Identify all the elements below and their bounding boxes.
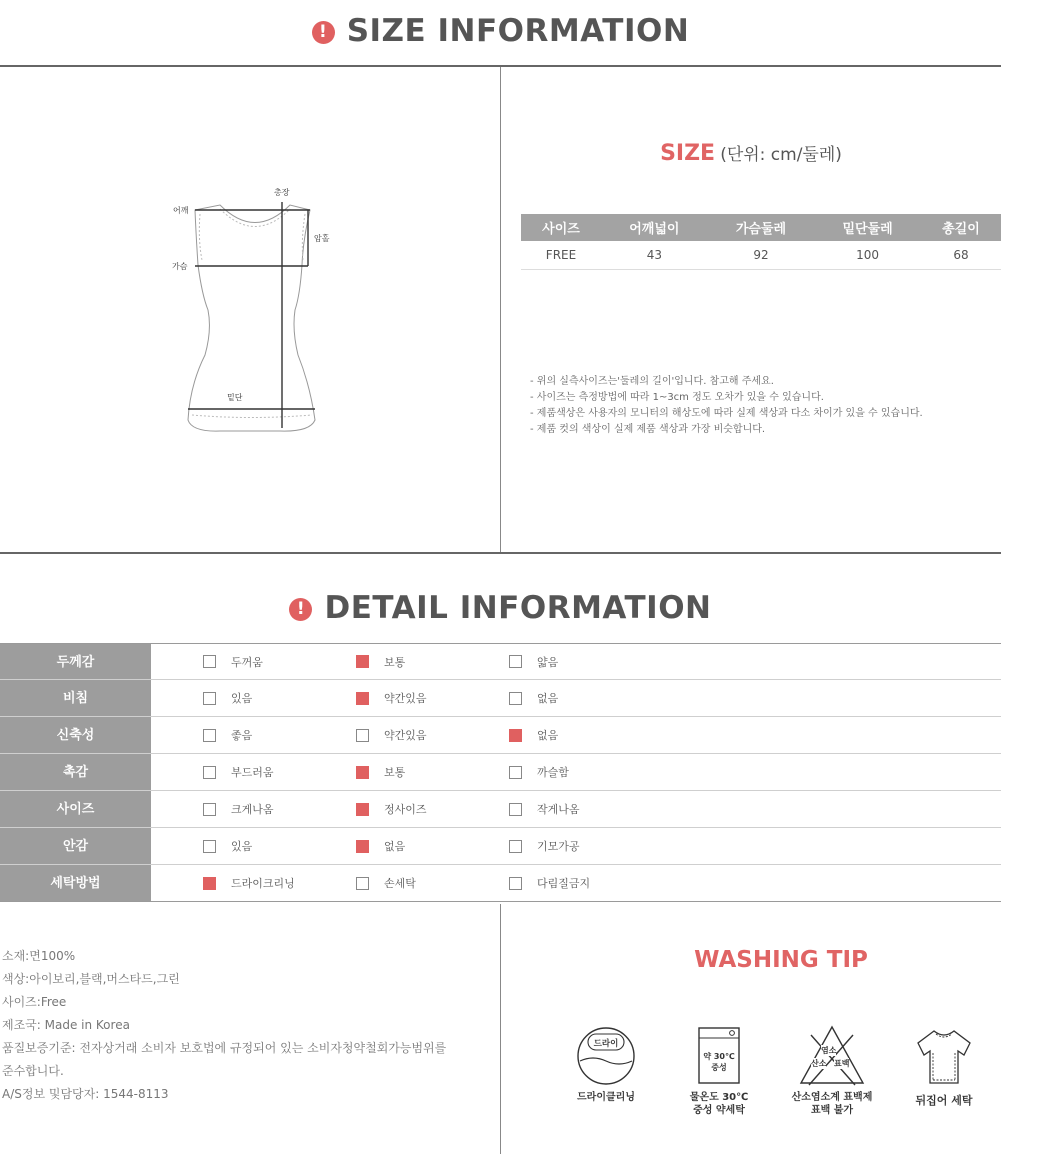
checkbox[interactable] (203, 692, 216, 705)
option-label: 얇음 (537, 655, 559, 669)
detail-option[interactable] (203, 680, 252, 716)
washing-tip-title: WASHING TIP (694, 947, 868, 973)
checkbox[interactable] (509, 877, 522, 890)
detail-option[interactable] (509, 828, 580, 864)
detail-table (0, 643, 1001, 902)
checkbox[interactable] (509, 655, 522, 668)
detail-option[interactable] (356, 644, 405, 679)
checkbox[interactable] (509, 840, 522, 853)
wash-item: 염소 산소 표백 산소염소계 표백제 표백 불가 (777, 1025, 887, 1117)
detail-row (0, 865, 1001, 902)
detail-option[interactable] (509, 791, 580, 827)
detail-row (0, 680, 1001, 717)
detail-row (0, 828, 1001, 865)
size-table (521, 214, 1001, 270)
option-label: 두꺼움 (231, 655, 263, 669)
option-label: 있음 (231, 692, 253, 705)
option-label: 없음 (537, 729, 559, 742)
detail-option[interactable] (356, 680, 427, 716)
checkbox-checked[interactable] (203, 877, 216, 890)
detail-row-label: 사이즈 (0, 791, 151, 827)
table-cell: 92 (708, 241, 815, 269)
alert-icon: ! (312, 21, 335, 44)
divider (0, 552, 1001, 554)
detail-row (0, 791, 1001, 828)
detail-option[interactable] (356, 791, 427, 827)
detail-option[interactable] (356, 828, 405, 864)
note-line: - 사이즈는 측정방법에 따라 1~3cm 정도 오차가 있을 수 있습니다. (530, 392, 824, 403)
detail-option[interactable] (509, 865, 590, 901)
option-label: 약간있음 (384, 729, 427, 742)
checkbox-checked[interactable] (356, 803, 369, 816)
option-label: 약간있음 (384, 692, 427, 705)
table-header: 가슴둘레 (708, 214, 815, 241)
detail-row (0, 717, 1001, 754)
table-row (521, 241, 1001, 269)
detail-row-label: 세탁방법 (0, 865, 151, 901)
checkbox[interactable] (203, 655, 216, 668)
dry-clean-icon (574, 1025, 638, 1087)
info-line: A/S정보 및담당자: 1544-8113 (2, 1087, 169, 1101)
table-cell: 43 (601, 241, 708, 269)
table-header-row (521, 214, 1001, 241)
detail-option[interactable] (509, 754, 569, 790)
info-line: 색상:아이보리,블랙,머스타드,그린 (2, 972, 180, 986)
size-notes (530, 374, 923, 438)
info-line: 품질보증기준: 전자상거래 소비자 보호법에 규정되어 있는 소비자청약철회가능범위를 (2, 1041, 447, 1055)
table-header: 어깨넓이 (601, 214, 708, 241)
option-label: 크게나옴 (231, 803, 274, 816)
divider (500, 904, 501, 1154)
table-cell: FREE (521, 241, 601, 269)
wash-item: 드라이 드라이클리닝 (551, 1025, 661, 1104)
option-label: 없음 (537, 692, 559, 705)
wash-item: 뒤집어 세탁 (889, 1025, 999, 1107)
option-label: 좋음 (231, 729, 253, 742)
note-line: - 제품 컷의 색상이 실제 제품 색상과 가장 비슷합니다. (530, 424, 766, 435)
checkbox[interactable] (356, 877, 369, 890)
label-armhole: 암홀 (314, 234, 330, 243)
detail-option[interactable] (509, 680, 558, 716)
checkbox[interactable] (203, 803, 216, 816)
size-chart-heading: SIZE (단위: cm/둘레) (660, 141, 842, 166)
product-info (2, 945, 497, 1106)
garment-diagram (160, 180, 360, 440)
detail-row-label: 신축성 (0, 717, 151, 753)
detail-option[interactable] (203, 644, 263, 679)
checkbox[interactable] (203, 766, 216, 779)
detail-option[interactable] (356, 754, 405, 790)
option-label: 기모가공 (537, 840, 580, 853)
table-header: 총길이 (921, 214, 1001, 241)
option-label: 정사이즈 (384, 803, 427, 816)
detail-option[interactable] (509, 644, 558, 679)
table-cell: 100 (814, 241, 921, 269)
option-label: 없음 (384, 840, 406, 853)
table-cell: 68 (921, 241, 1001, 269)
info-line: 사이즈:Free (2, 995, 67, 1009)
info-line: 제조국: Made in Korea (2, 1018, 130, 1032)
checkbox-checked[interactable] (356, 840, 369, 853)
label-shoulder: 어깨 (173, 206, 189, 215)
note-line: - 제품색상은 사용자의 모니터의 해상도에 따라 실제 색상과 다소 차이가 있을 수 있습니다. (530, 408, 923, 419)
detail-option[interactable] (203, 828, 252, 864)
info-line: 소재:면100% (2, 949, 76, 963)
detail-option[interactable] (203, 754, 274, 790)
table-header: 사이즈 (521, 214, 601, 241)
checkbox-checked[interactable] (356, 655, 369, 668)
label-chest: 가슴 (172, 262, 188, 271)
checkbox[interactable] (509, 692, 522, 705)
detail-option[interactable] (356, 865, 416, 901)
wash-item: 약 30℃ 중성 물온도 30℃ 중성 약세탁 (664, 1025, 774, 1117)
option-label: 까슬함 (537, 766, 569, 779)
no-bleach-icon (797, 1025, 867, 1087)
info-line: 준수합니다. (2, 1064, 64, 1078)
option-label: 다림질금지 (537, 877, 591, 890)
inside-out-icon (914, 1025, 974, 1087)
size-section-title: ! SIZE INFORMATION (0, 13, 1001, 49)
detail-row (0, 643, 1001, 680)
checkbox-checked[interactable] (356, 692, 369, 705)
alert-icon: ! (289, 598, 312, 621)
option-label: 작게나옴 (537, 803, 580, 816)
detail-row-label: 촉감 (0, 754, 151, 790)
checkbox-checked[interactable] (356, 766, 369, 779)
checkbox[interactable] (356, 729, 369, 742)
detail-option[interactable] (203, 791, 274, 827)
detail-row (0, 754, 1001, 791)
option-label: 보통 (384, 766, 406, 779)
checkbox[interactable] (203, 729, 216, 742)
option-label: 드라이크리닝 (231, 877, 295, 890)
checkbox[interactable] (203, 840, 216, 853)
detail-section-title: ! DETAIL INFORMATION (0, 590, 1001, 626)
detail-option[interactable] (203, 865, 295, 901)
detail-option[interactable] (356, 717, 427, 753)
detail-option[interactable] (203, 717, 252, 753)
option-label: 손세탁 (384, 877, 416, 890)
detail-option[interactable] (509, 717, 558, 753)
detail-row-label: 두께감 (0, 644, 151, 679)
table-header: 밑단둘레 (814, 214, 921, 241)
note-line: - 위의 실측사이즈는'둘레의 길이'입니다. 참고해 주세요. (530, 376, 774, 387)
option-label: 보통 (384, 655, 406, 669)
checkbox-checked[interactable] (509, 729, 522, 742)
checkbox[interactable] (509, 803, 522, 816)
label-hem: 밑단 (227, 393, 243, 402)
checkbox[interactable] (509, 766, 522, 779)
detail-row-label: 비침 (0, 680, 151, 716)
option-label: 부드러움 (231, 766, 274, 779)
label-total-length: 총장 (274, 188, 290, 197)
option-label: 있음 (231, 840, 253, 853)
detail-row-label: 안감 (0, 828, 151, 864)
